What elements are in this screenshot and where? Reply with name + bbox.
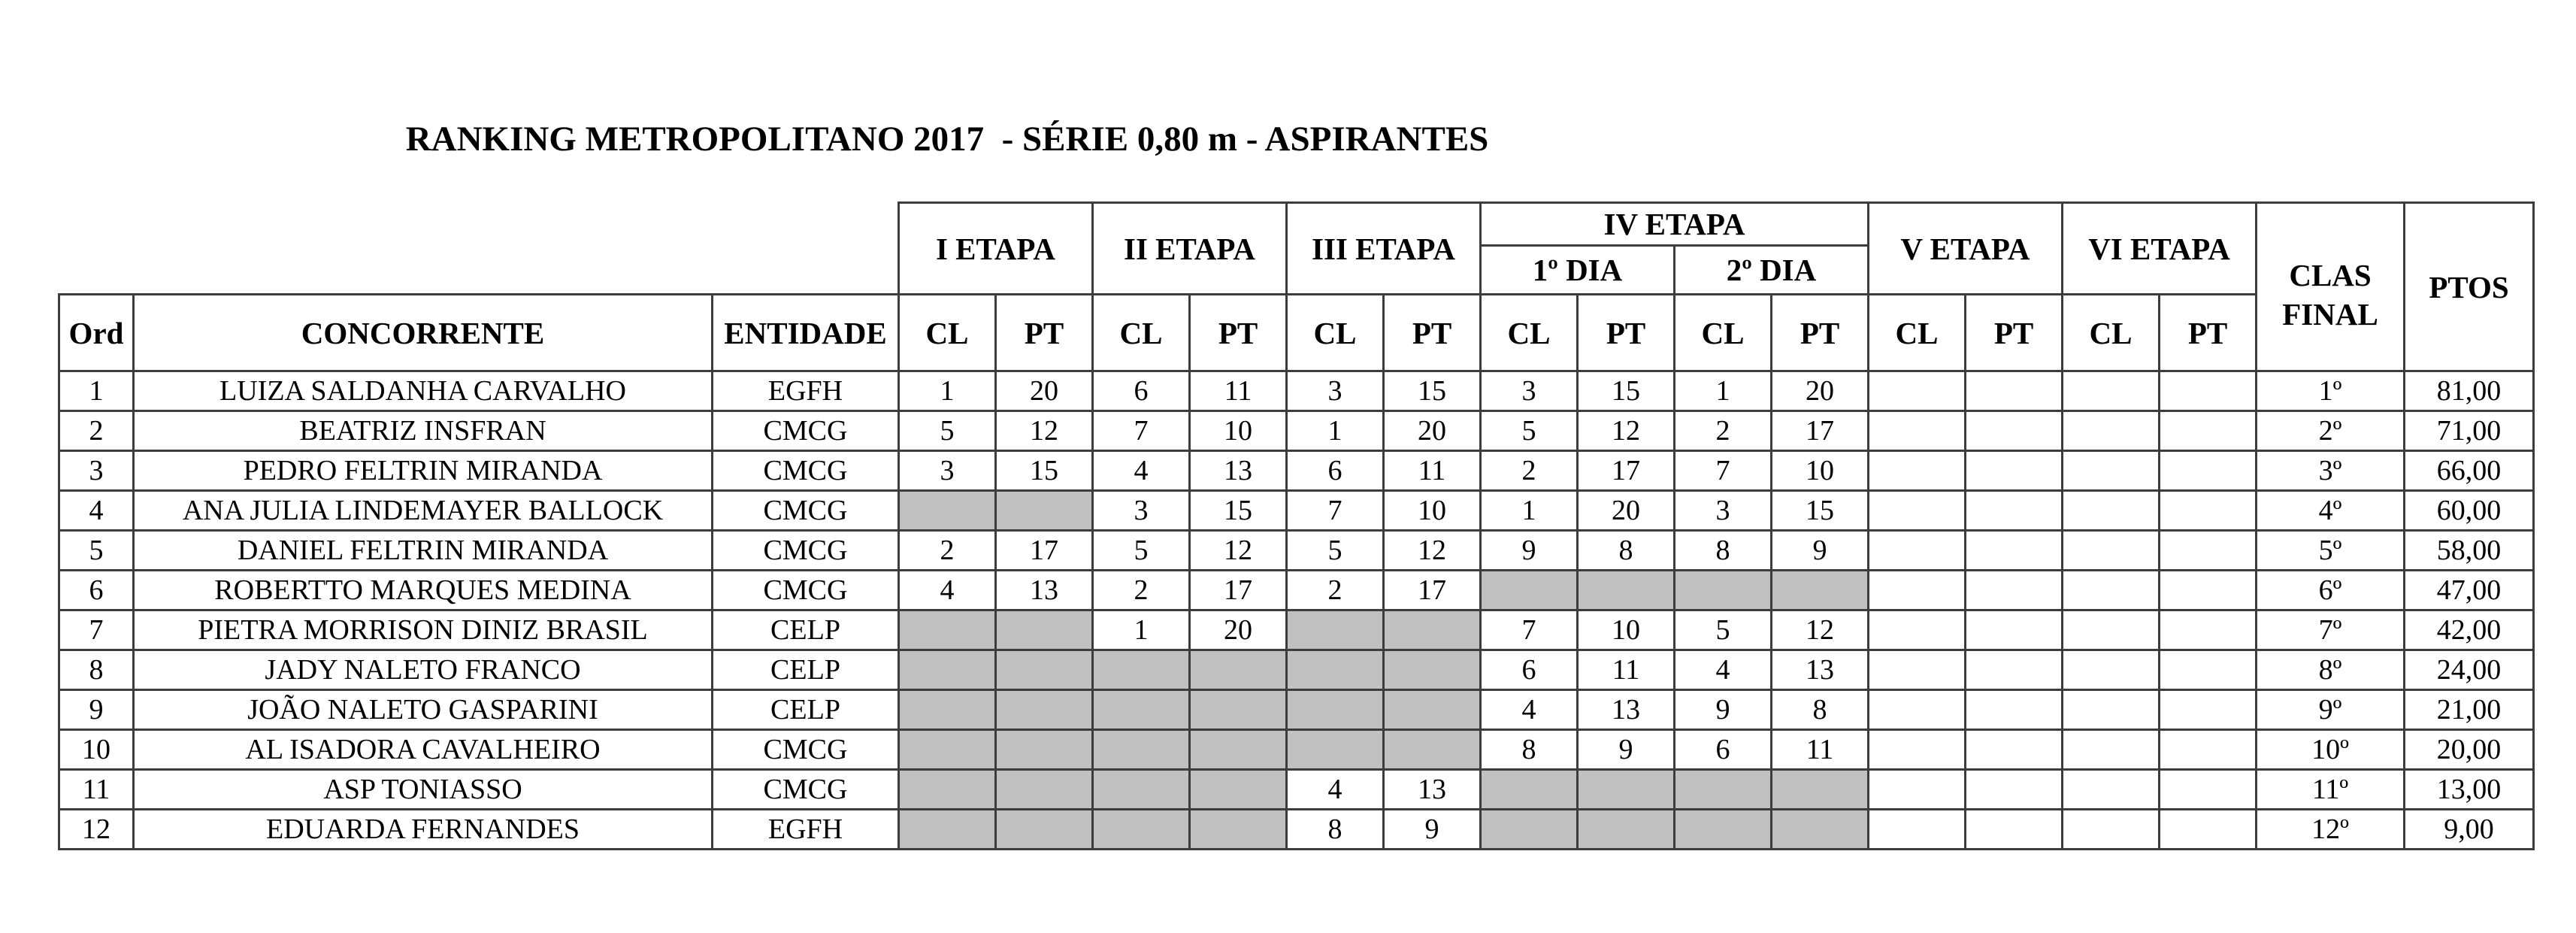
pt-header: PT <box>1190 295 1287 371</box>
clas-final-cell: 8º <box>2257 650 2405 690</box>
ptos-cell: 60,00 <box>2405 491 2534 531</box>
page-title: RANKING METROPOLITANO 2017 - SÉRIE 0,80 m - ASPIRANTES <box>405 120 1489 159</box>
pt-cell: 12 <box>1190 531 1287 571</box>
pt-cell: 20 <box>996 371 1093 411</box>
cl-cell <box>1869 371 1966 411</box>
stage-3-header: III ETAPA <box>1287 203 1481 295</box>
cl-cell: 1 <box>1093 610 1190 650</box>
cl-cell <box>1675 810 1772 850</box>
entidade-cell: CELP <box>713 690 899 730</box>
cl-cell <box>899 690 996 730</box>
pt-cell <box>1190 690 1287 730</box>
pt-cell <box>1966 371 2063 411</box>
table-row <box>59 371 2534 411</box>
cl-cell <box>1287 690 1384 730</box>
cl-header: CL <box>1869 295 1966 371</box>
table-row <box>59 730 2534 770</box>
entidade-cell: CMCG <box>713 531 899 571</box>
cl-cell <box>2063 810 2160 850</box>
pt-cell: 15 <box>1772 491 1869 531</box>
ord-cell: 8 <box>59 650 134 690</box>
ptos-cell: 58,00 <box>2405 531 2534 571</box>
ord-cell: 6 <box>59 571 134 610</box>
table-row <box>59 491 2534 531</box>
ord-cell: 3 <box>59 451 134 491</box>
cl-cell: 9 <box>1675 690 1772 730</box>
pt-cell <box>2160 730 2257 770</box>
cl-cell <box>899 650 996 690</box>
pt-cell: 17 <box>1384 571 1481 610</box>
cl-cell: 3 <box>899 451 996 491</box>
cl-cell: 1 <box>899 371 996 411</box>
cl-cell: 5 <box>1287 531 1384 571</box>
cl-cell <box>899 730 996 770</box>
pt-cell: 9 <box>1772 531 1869 571</box>
cl-cell: 7 <box>1481 610 1578 650</box>
cl-cell <box>1869 531 1966 571</box>
cl-cell <box>2063 371 2160 411</box>
entidade-cell: CMCG <box>713 451 899 491</box>
pt-header: PT <box>2160 295 2257 371</box>
cl-cell <box>2063 411 2160 451</box>
cl-cell: 3 <box>1481 371 1578 411</box>
cl-cell <box>1287 650 1384 690</box>
pt-cell <box>2160 531 2257 571</box>
cl-cell: 4 <box>1093 451 1190 491</box>
concorrente-cell: EDUARDA FERNANDES <box>134 810 713 850</box>
ord-cell: 11 <box>59 770 134 810</box>
pt-cell <box>1772 770 1869 810</box>
cl-cell: 9 <box>1481 531 1578 571</box>
concorrente-cell: BEATRIZ INSFRAN <box>134 411 713 451</box>
pt-cell <box>996 650 1093 690</box>
pt-cell: 17 <box>1190 571 1287 610</box>
concorrente-cell: PEDRO FELTRIN MIRANDA <box>134 451 713 491</box>
header-spacer <box>59 203 899 295</box>
clas-final-cell: 4º <box>2257 491 2405 531</box>
cl-cell <box>2063 491 2160 531</box>
stage-6-header: VI ETAPA <box>2063 203 2257 295</box>
cl-cell: 2 <box>1675 411 1772 451</box>
cl-cell <box>899 610 996 650</box>
clas-final-cell: 3º <box>2257 451 2405 491</box>
pt-cell: 20 <box>1384 411 1481 451</box>
pt-cell <box>996 610 1093 650</box>
cl-cell: 7 <box>1675 451 1772 491</box>
clas-final-cell: 11º <box>2257 770 2405 810</box>
cl-cell: 1 <box>1675 371 1772 411</box>
pt-cell <box>1966 730 2063 770</box>
pt-cell: 15 <box>996 451 1093 491</box>
stage-4-header: IV ETAPA <box>1481 203 1869 246</box>
cl-header: CL <box>1675 295 1772 371</box>
pt-cell <box>2160 650 2257 690</box>
cl-cell: 6 <box>1481 650 1578 690</box>
pt-cell: 15 <box>1384 371 1481 411</box>
cl-cell <box>2063 650 2160 690</box>
ord-cell: 7 <box>59 610 134 650</box>
cl-cell: 2 <box>1287 571 1384 610</box>
cl-header: CL <box>1287 295 1384 371</box>
cl-cell: 7 <box>1093 411 1190 451</box>
cl-cell <box>899 810 996 850</box>
pt-cell: 9 <box>1578 730 1675 770</box>
stage-4-day2-header: 2º DIA <box>1675 246 1869 295</box>
pt-cell <box>1966 411 2063 451</box>
ord-cell: 2 <box>59 411 134 451</box>
concorrente-cell: ROBERTTO MARQUES MEDINA <box>134 571 713 610</box>
concorrente-cell: ANA JULIA LINDEMAYER BALLOCK <box>134 491 713 531</box>
cl-cell <box>2063 451 2160 491</box>
cl-cell <box>1869 451 1966 491</box>
cl-cell: 5 <box>899 411 996 451</box>
pt-cell: 12 <box>996 411 1093 451</box>
pt-cell <box>2160 451 2257 491</box>
ptos-cell: 42,00 <box>2405 610 2534 650</box>
pt-cell <box>1772 571 1869 610</box>
cl-cell <box>899 770 996 810</box>
cl-cell: 2 <box>1481 451 1578 491</box>
cl-cell <box>1093 770 1190 810</box>
cl-cell: 3 <box>1675 491 1772 531</box>
ord-cell: 5 <box>59 531 134 571</box>
entidade-header: ENTIDADE <box>713 295 899 371</box>
entidade-cell: CMCG <box>713 411 899 451</box>
cl-cell: 8 <box>1287 810 1384 850</box>
cl-cell <box>1481 571 1578 610</box>
pt-cell: 10 <box>1772 451 1869 491</box>
pt-cell <box>2160 770 2257 810</box>
pt-header: PT <box>1578 295 1675 371</box>
cl-cell <box>2063 690 2160 730</box>
cl-cell: 3 <box>1093 491 1190 531</box>
table-row <box>59 810 2534 850</box>
pt-cell <box>1384 650 1481 690</box>
pt-cell: 12 <box>1772 610 1869 650</box>
pt-cell: 17 <box>996 531 1093 571</box>
cl-cell <box>1093 650 1190 690</box>
clas-final-cell: 2º <box>2257 411 2405 451</box>
ptos-cell: 71,00 <box>2405 411 2534 451</box>
pt-cell: 15 <box>1578 371 1675 411</box>
concorrente-cell: AL ISADORA CAVALHEIRO <box>134 730 713 770</box>
pt-cell <box>1190 650 1287 690</box>
pt-cell <box>1966 810 2063 850</box>
entidade-cell: EGFH <box>713 371 899 411</box>
pt-cell <box>2160 411 2257 451</box>
pt-cell: 20 <box>1190 610 1287 650</box>
ptos-cell: 21,00 <box>2405 690 2534 730</box>
pt-cell <box>1190 770 1287 810</box>
pt-cell <box>1966 690 2063 730</box>
table-row <box>59 411 2534 451</box>
pt-cell <box>1190 810 1287 850</box>
cl-cell <box>1093 810 1190 850</box>
pt-cell: 13 <box>1772 650 1869 690</box>
ptos-cell: 66,00 <box>2405 451 2534 491</box>
cl-cell: 3 <box>1287 371 1384 411</box>
pt-cell <box>1966 451 2063 491</box>
clas-final-cell: 7º <box>2257 610 2405 650</box>
cl-cell: 6 <box>1093 371 1190 411</box>
pt-cell <box>996 690 1093 730</box>
cl-cell: 7 <box>1287 491 1384 531</box>
pt-cell: 8 <box>1578 531 1675 571</box>
pt-cell <box>1384 690 1481 730</box>
ord-cell: 12 <box>59 810 134 850</box>
ptos-cell: 9,00 <box>2405 810 2534 850</box>
cl-cell: 4 <box>1675 650 1772 690</box>
pt-cell <box>1966 650 2063 690</box>
pt-cell <box>1966 610 2063 650</box>
cl-cell <box>899 491 996 531</box>
entidade-cell: CMCG <box>713 571 899 610</box>
cl-header: CL <box>899 295 996 371</box>
pt-header: PT <box>996 295 1093 371</box>
cl-cell: 1 <box>1481 491 1578 531</box>
pt-cell <box>996 810 1093 850</box>
pt-cell <box>1578 770 1675 810</box>
pt-header: PT <box>1772 295 1869 371</box>
entidade-cell: CMCG <box>713 491 899 531</box>
cl-cell: 2 <box>899 531 996 571</box>
cl-cell <box>1481 810 1578 850</box>
entidade-cell: CELP <box>713 610 899 650</box>
cl-cell: 1 <box>1287 411 1384 451</box>
pt-cell <box>1578 810 1675 850</box>
pt-cell <box>1966 531 2063 571</box>
cl-cell: 6 <box>1287 451 1384 491</box>
concorrente-cell: JOÃO NALETO GASPARINI <box>134 690 713 730</box>
stage-5-header: V ETAPA <box>1869 203 2063 295</box>
cl-cell <box>1093 690 1190 730</box>
ptos-cell: 81,00 <box>2405 371 2534 411</box>
cl-cell <box>1093 730 1190 770</box>
cl-cell <box>1675 770 1772 810</box>
concorrente-cell: DANIEL FELTRIN MIRANDA <box>134 531 713 571</box>
pt-cell <box>2160 371 2257 411</box>
stage-1-header: I ETAPA <box>899 203 1093 295</box>
concorrente-cell: JADY NALETO FRANCO <box>134 650 713 690</box>
pt-cell: 11 <box>1772 730 1869 770</box>
cl-cell <box>1869 730 1966 770</box>
table-row <box>59 770 2534 810</box>
cl-cell: 5 <box>1093 531 1190 571</box>
table-row <box>59 650 2534 690</box>
entidade-cell: CMCG <box>713 730 899 770</box>
entidade-cell: CMCG <box>713 770 899 810</box>
pt-cell <box>996 770 1093 810</box>
cl-cell <box>1287 730 1384 770</box>
pt-cell: 17 <box>1578 451 1675 491</box>
cl-cell: 6 <box>1675 730 1772 770</box>
pt-cell <box>1966 491 2063 531</box>
cl-cell: 4 <box>899 571 996 610</box>
pt-cell <box>2160 690 2257 730</box>
cl-cell: 2 <box>1093 571 1190 610</box>
table-row <box>59 531 2534 571</box>
cl-header: CL <box>2063 295 2160 371</box>
cl-cell <box>2063 730 2160 770</box>
cl-cell: 5 <box>1675 610 1772 650</box>
pt-cell: 12 <box>1384 531 1481 571</box>
pt-cell <box>996 730 1093 770</box>
concorrente-cell: LUIZA SALDANHA CARVALHO <box>134 371 713 411</box>
ptos-header: PTOS <box>2405 203 2534 371</box>
ptos-cell: 13,00 <box>2405 770 2534 810</box>
pt-cell: 13 <box>1384 770 1481 810</box>
concorrente-cell: ASP TONIASSO <box>134 770 713 810</box>
pt-cell: 11 <box>1384 451 1481 491</box>
ord-cell: 1 <box>59 371 134 411</box>
pt-cell: 8 <box>1772 690 1869 730</box>
pt-cell <box>2160 491 2257 531</box>
cl-cell <box>2063 531 2160 571</box>
cl-cell <box>1869 571 1966 610</box>
pt-cell: 13 <box>1190 451 1287 491</box>
table-row <box>59 610 2534 650</box>
ptos-cell: 20,00 <box>2405 730 2534 770</box>
table-row <box>59 690 2534 730</box>
pt-cell: 20 <box>1578 491 1675 531</box>
pt-cell: 11 <box>1190 371 1287 411</box>
entidade-cell: EGFH <box>713 810 899 850</box>
ord-header: Ord <box>59 295 134 371</box>
table-row <box>59 451 2534 491</box>
clas-final-cell: 6º <box>2257 571 2405 610</box>
pt-cell: 10 <box>1578 610 1675 650</box>
stage-4-day1-header: 1º DIA <box>1481 246 1675 295</box>
pt-cell: 13 <box>1578 690 1675 730</box>
cl-cell <box>1869 650 1966 690</box>
pt-cell <box>1384 610 1481 650</box>
pt-cell <box>2160 610 2257 650</box>
ptos-cell: 47,00 <box>2405 571 2534 610</box>
pt-header: PT <box>1966 295 2063 371</box>
pt-cell <box>2160 810 2257 850</box>
pt-cell <box>1966 770 2063 810</box>
cl-cell: 8 <box>1675 531 1772 571</box>
ord-cell: 9 <box>59 690 134 730</box>
clas-final-cell: 12º <box>2257 810 2405 850</box>
pt-cell <box>1384 730 1481 770</box>
cl-cell: 5 <box>1481 411 1578 451</box>
pt-cell: 9 <box>1384 810 1481 850</box>
cl-header: CL <box>1093 295 1190 371</box>
concorrente-header: CONCORRENTE <box>134 295 713 371</box>
pt-header: PT <box>1384 295 1481 371</box>
pt-cell: 17 <box>1772 411 1869 451</box>
cl-cell <box>1869 810 1966 850</box>
clas-final-cell: 1º <box>2257 371 2405 411</box>
cl-cell <box>1869 770 1966 810</box>
cl-cell <box>1869 690 1966 730</box>
pt-cell <box>1190 730 1287 770</box>
pt-cell <box>1966 571 2063 610</box>
concorrente-cell: PIETRA MORRISON DINIZ BRASIL <box>134 610 713 650</box>
pt-cell: 10 <box>1190 411 1287 451</box>
cl-cell: 4 <box>1287 770 1384 810</box>
cl-cell <box>1287 610 1384 650</box>
ranking-table <box>58 201 2535 850</box>
pt-cell <box>1772 810 1869 850</box>
clas-final-cell: 5º <box>2257 531 2405 571</box>
pt-cell: 12 <box>1578 411 1675 451</box>
pt-cell: 11 <box>1578 650 1675 690</box>
clas-final-cell: 10º <box>2257 730 2405 770</box>
cl-cell: 8 <box>1481 730 1578 770</box>
pt-cell: 10 <box>1384 491 1481 531</box>
stage-2-header: II ETAPA <box>1093 203 1287 295</box>
pt-cell: 13 <box>996 571 1093 610</box>
cl-cell <box>2063 610 2160 650</box>
cl-cell <box>2063 571 2160 610</box>
cl-cell <box>1481 770 1578 810</box>
cl-cell <box>1869 411 1966 451</box>
cl-cell <box>2063 770 2160 810</box>
pt-cell <box>2160 571 2257 610</box>
cl-header: CL <box>1481 295 1578 371</box>
ord-cell: 4 <box>59 491 134 531</box>
ptos-cell: 24,00 <box>2405 650 2534 690</box>
table-row <box>59 571 2534 610</box>
cl-cell: 4 <box>1481 690 1578 730</box>
clas-final-header: CLAS FINAL <box>2257 203 2405 371</box>
cl-cell <box>1675 571 1772 610</box>
pt-cell: 20 <box>1772 371 1869 411</box>
cl-cell <box>1869 610 1966 650</box>
clas-final-cell: 9º <box>2257 690 2405 730</box>
ord-cell: 10 <box>59 730 134 770</box>
pt-cell <box>1578 571 1675 610</box>
entidade-cell: CELP <box>713 650 899 690</box>
pt-cell: 15 <box>1190 491 1287 531</box>
pt-cell <box>996 491 1093 531</box>
cl-cell <box>1869 491 1966 531</box>
